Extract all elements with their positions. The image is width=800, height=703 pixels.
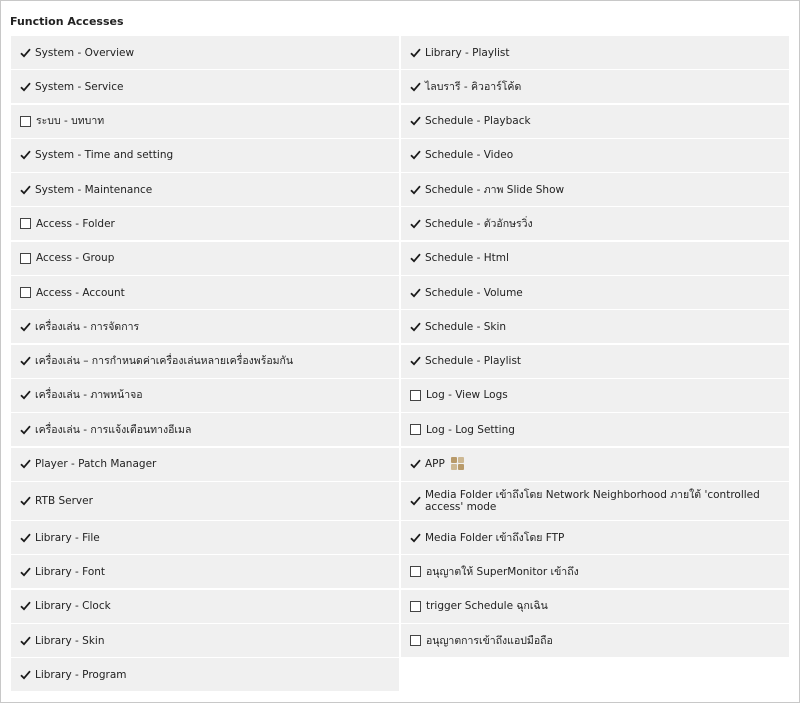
- unchecked-box-icon[interactable]: [410, 566, 421, 577]
- checkmark-icon[interactable]: [19, 600, 31, 612]
- permission-label: System - Overview: [35, 46, 135, 59]
- checkmark-icon[interactable]: [409, 495, 421, 507]
- permission-label: อนุญาตให้ SuperMonitor เข้าถึง: [426, 565, 579, 578]
- permission-label: เครื่องเล่น - การแจ้งเตือนทางอีเมล: [35, 423, 192, 436]
- unchecked-box-icon[interactable]: [20, 218, 31, 229]
- checkmark-icon[interactable]: [409, 321, 421, 333]
- permission-label: ระบบ - บทบาท: [36, 115, 105, 128]
- permission-row[interactable]: [11, 413, 399, 446]
- checkmark-icon[interactable]: [19, 669, 31, 681]
- permission-row[interactable]: [401, 521, 789, 554]
- unchecked-box-icon[interactable]: [410, 601, 421, 612]
- right-permission-column: [401, 36, 789, 658]
- permission-row[interactable]: [401, 379, 789, 412]
- permission-row[interactable]: [401, 413, 789, 446]
- permission-row[interactable]: [401, 139, 789, 172]
- permission-row[interactable]: [11, 242, 399, 275]
- permission-label: Schedule - Playback: [425, 115, 531, 128]
- unchecked-box-icon[interactable]: [410, 635, 421, 646]
- permission-row[interactable]: [401, 173, 789, 206]
- permission-row[interactable]: [11, 379, 399, 412]
- checkmark-icon[interactable]: [19, 149, 31, 161]
- permission-label: Schedule - Playlist: [425, 355, 522, 368]
- permission-label: Access - Folder: [36, 217, 115, 230]
- permission-row[interactable]: [401, 482, 789, 520]
- checkmark-icon[interactable]: [19, 532, 31, 544]
- permission-label: System - Maintenance: [35, 183, 153, 196]
- permission-label: เครื่องเล่น - ภาพหน้าจอ: [35, 389, 143, 402]
- permission-label: Media Folder เข้าถึงโดย Network Neighborhood ภายใต้ 'controlled access' mode: [425, 488, 760, 513]
- checkmark-icon[interactable]: [19, 81, 31, 93]
- permission-row[interactable]: [11, 624, 399, 657]
- checkmark-icon[interactable]: [19, 566, 31, 578]
- unchecked-box-icon[interactable]: [20, 287, 31, 298]
- permission-label: Player - Patch Manager: [35, 458, 157, 471]
- permission-row[interactable]: [11, 105, 399, 138]
- checkmark-icon[interactable]: [19, 458, 31, 470]
- permission-row[interactable]: [401, 590, 789, 623]
- permission-label: ไลบรารี - คิวอาร์โค้ด: [425, 80, 522, 93]
- section-title: Function Accesses: [10, 15, 124, 28]
- permission-label: Schedule - Skin: [425, 320, 507, 333]
- permission-label: Library - Font: [35, 565, 106, 578]
- permission-label: Schedule - Volume: [425, 286, 523, 299]
- permission-label: เครื่องเล่น - การจัดการ: [35, 320, 140, 333]
- checkmark-icon[interactable]: [409, 355, 421, 367]
- permission-row[interactable]: [11, 70, 399, 103]
- permission-row[interactable]: [11, 36, 399, 69]
- permission-row[interactable]: [401, 276, 789, 309]
- checkmark-icon[interactable]: [19, 321, 31, 333]
- permission-row[interactable]: [401, 36, 789, 69]
- permission-row[interactable]: [11, 310, 399, 343]
- permission-label: Schedule - Html: [425, 252, 509, 265]
- app-grid-icon: [451, 457, 465, 471]
- permission-row[interactable]: [11, 345, 399, 378]
- checkmark-icon[interactable]: [19, 47, 31, 59]
- permission-row[interactable]: [401, 448, 789, 481]
- permission-label: Schedule - ภาพ Slide Show: [425, 183, 565, 196]
- permission-row[interactable]: [401, 345, 789, 378]
- permission-label: Access - Account: [36, 286, 125, 299]
- permission-row[interactable]: [401, 555, 789, 588]
- permission-row[interactable]: [401, 207, 789, 240]
- permission-label: Library - Clock: [35, 600, 111, 613]
- permission-row[interactable]: [401, 310, 789, 343]
- permission-label: Library - Skin: [35, 634, 105, 647]
- checkmark-icon[interactable]: [409, 287, 421, 299]
- permission-label: Library - File: [35, 531, 100, 544]
- unchecked-box-icon[interactable]: [410, 390, 421, 401]
- permission-label: Log - Log Setting: [426, 423, 515, 436]
- permission-row[interactable]: [401, 70, 789, 103]
- permission-row[interactable]: [401, 242, 789, 275]
- permission-label: System - Time and setting: [35, 149, 174, 162]
- checkmark-icon[interactable]: [409, 47, 421, 59]
- permission-label: Log - View Logs: [426, 389, 508, 402]
- checkmark-icon[interactable]: [19, 495, 31, 507]
- checkmark-icon[interactable]: [19, 355, 31, 367]
- permission-label: Media Folder เข้าถึงโดย FTP: [425, 531, 565, 544]
- permission-label: Schedule - Video: [425, 149, 514, 162]
- permission-row[interactable]: [11, 521, 399, 554]
- permission-label: RTB Server: [35, 494, 93, 507]
- checkmark-icon[interactable]: [409, 81, 421, 93]
- checkmark-icon[interactable]: [409, 149, 421, 161]
- permission-label: Schedule - ตัวอักษรวิ่ง: [425, 217, 533, 230]
- unchecked-box-icon[interactable]: [20, 253, 31, 264]
- permission-row[interactable]: [11, 448, 399, 481]
- permission-row[interactable]: [11, 555, 399, 588]
- permission-label: System - Service: [35, 80, 124, 93]
- checkmark-icon[interactable]: [19, 635, 31, 647]
- permission-label: Access - Group: [36, 252, 115, 265]
- checkmark-icon[interactable]: [19, 389, 31, 401]
- permission-row[interactable]: [11, 173, 399, 206]
- permission-label: APP: [425, 458, 445, 471]
- permission-row[interactable]: [11, 590, 399, 623]
- permission-row[interactable]: [11, 276, 399, 309]
- permission-row[interactable]: [11, 482, 399, 520]
- permission-row[interactable]: [11, 139, 399, 172]
- permission-label: เครื่องเล่น – การกำหนดค่าเครื่องเล่นหลายเครื่องพร้อมกัน: [35, 355, 294, 368]
- left-permission-column: [11, 36, 399, 693]
- permission-row[interactable]: [11, 207, 399, 240]
- permission-row[interactable]: [401, 105, 789, 138]
- checkmark-icon[interactable]: [409, 458, 421, 470]
- checkmark-icon[interactable]: [409, 532, 421, 544]
- checkmark-icon[interactable]: [409, 252, 421, 264]
- permission-row[interactable]: [11, 658, 399, 691]
- permission-label: Library - Program: [35, 668, 127, 681]
- checkmark-icon[interactable]: [409, 218, 421, 230]
- unchecked-box-icon[interactable]: [20, 116, 31, 127]
- permission-label: trigger Schedule ฉุกเฉิน: [426, 600, 548, 613]
- unchecked-box-icon[interactable]: [410, 424, 421, 435]
- checkmark-icon[interactable]: [409, 115, 421, 127]
- checkmark-icon[interactable]: [19, 424, 31, 436]
- permission-label: อนุญาตการเข้าถึงแอปมือถือ: [426, 634, 553, 647]
- permission-row[interactable]: [401, 624, 789, 657]
- permission-label: Library - Playlist: [425, 46, 510, 59]
- checkmark-icon[interactable]: [19, 184, 31, 196]
- checkmark-icon[interactable]: [409, 184, 421, 196]
